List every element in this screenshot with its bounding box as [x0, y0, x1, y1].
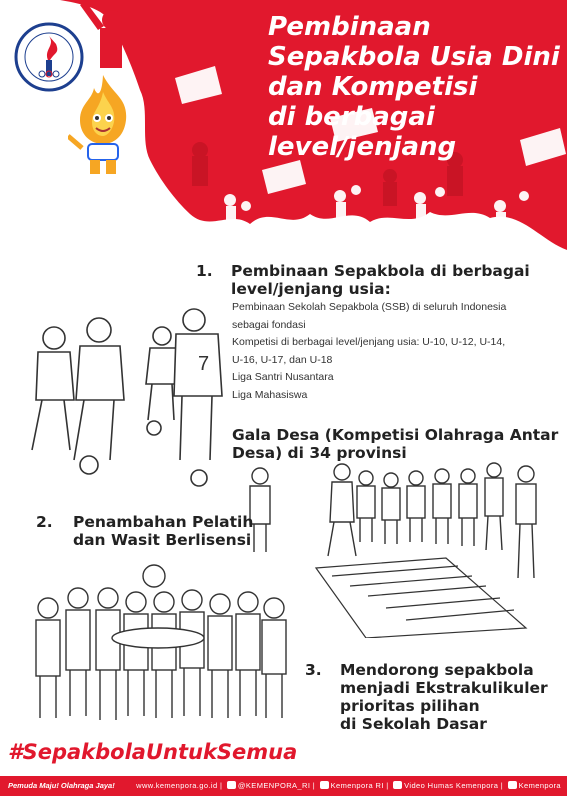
page-title [268, 12, 563, 162]
title-line: Sepakbola Usia Dini [268, 42, 560, 72]
facebook-link[interactable]: Kemenpora RI [330, 781, 384, 790]
section-2-heading [73, 513, 253, 549]
website-link[interactable]: www.kemenpora.go.id [136, 781, 218, 790]
bullet-item: Pembinaan Sekolah Sepakbola (SSB) di seluruh Indonesia [232, 301, 507, 313]
heading-line: Mendorong sepakbola [340, 661, 534, 679]
section-1-bullets [232, 299, 506, 404]
heading-line: prioritas pilihan [340, 697, 480, 715]
youtube-icon [393, 781, 402, 789]
footer-bar [0, 776, 567, 796]
bullet-item: sebagai fondasi [232, 318, 306, 331]
instagram-link[interactable]: Kemenpora [518, 781, 561, 790]
bullet-item: Liga Mahasiswa [232, 388, 308, 401]
heading-line: di Sekolah Dasar [340, 715, 487, 733]
section-3-number: 3. [305, 661, 322, 679]
instagram-icon [508, 781, 517, 789]
facebook-icon [320, 781, 329, 789]
twitter-link[interactable]: @KEMENPORA_RI [237, 781, 311, 790]
bullet-item: Liga Santri Nusantara [232, 371, 334, 383]
heading-line: Pembinaan Sepakbola di berbagai [231, 262, 530, 280]
mascot-flame-illustration [68, 70, 138, 180]
subheading-line: Desa) di 34 provinsi [232, 444, 407, 462]
heading-line: Penambahan Pelatih [73, 513, 254, 531]
section-2-number: 2. [36, 513, 53, 531]
heading-line: menjadi Ekstrakulikuler [340, 679, 548, 697]
youtube-link[interactable]: Video Humas Kemenpora [404, 781, 499, 790]
section-3-heading [340, 661, 548, 733]
title-line: level/jenjang [268, 132, 457, 162]
bullet-item: U-16, U-17, dan U-18 [232, 353, 333, 366]
bullet-item: Kompetisi di berbagai level/jenjang usia: U-10, U-12, U-14, [232, 336, 506, 348]
jersey-number-label: 7 [198, 353, 210, 375]
heading-line: dan Wasit Berlisensi [73, 531, 252, 549]
footer-motto: Pemuda Maju! Olahraga Jaya! [8, 781, 115, 790]
heading-line: level/jenjang usia: [231, 280, 391, 298]
section-1-subheading [232, 426, 558, 462]
kids-playing-football-illustration [14, 300, 234, 490]
section-1-heading [231, 262, 530, 298]
campaign-hashtag: #SepakbolaUntukSemua [8, 740, 298, 764]
title-line: dan Kompetisi [268, 72, 478, 102]
kids-with-medals-illustration [28, 558, 306, 734]
twitter-icon [227, 781, 236, 789]
footer-social-links: www.kemenpora.go.id | @KEMENPORA_RI | Kemenpora RI | Video Humas Kemenpora | Kemenpora [136, 781, 561, 790]
subheading-line: Gala Desa (Kompetisi Olahraga Antar [232, 426, 559, 444]
title-line: di berbagai [268, 102, 435, 132]
title-line: Pembinaan [268, 12, 431, 42]
section-1-number: 1. [196, 262, 213, 280]
